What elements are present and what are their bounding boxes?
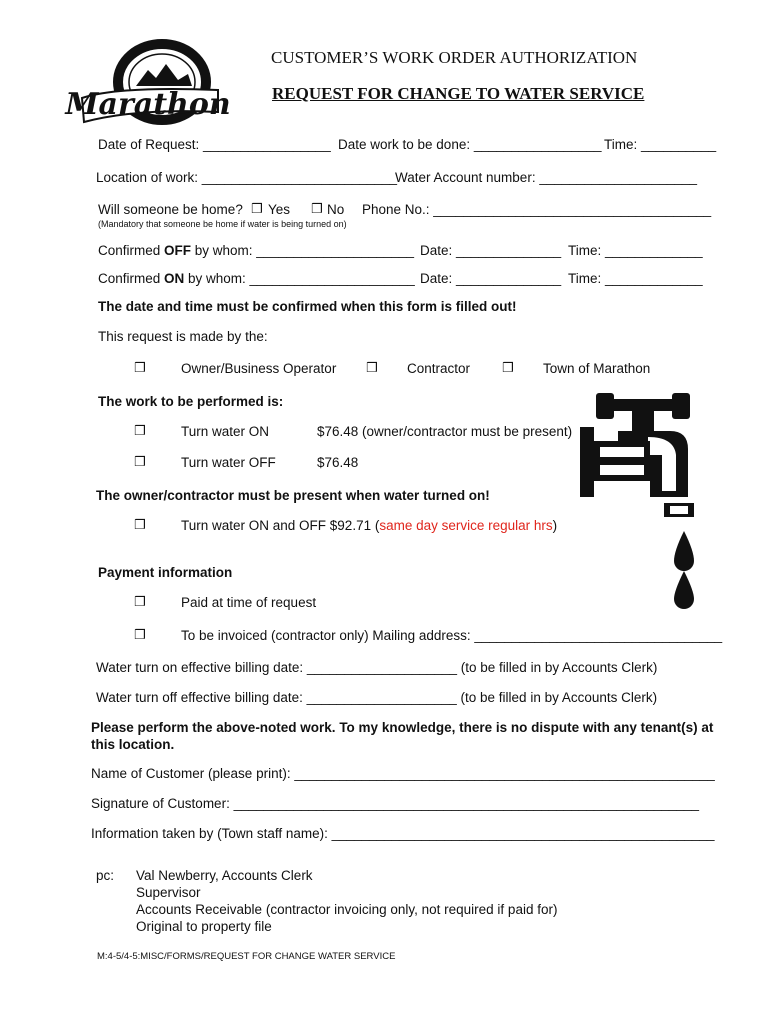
turn-on-off-label: Turn water ON and OFF $92.71 (same day service regular hrs) bbox=[181, 518, 558, 533]
pc-label: pc: bbox=[96, 868, 115, 883]
date-work-field[interactable]: Date work to be done: _________________ bbox=[338, 137, 602, 152]
declaration-line-1: Please perform the above-noted work. To my knowledge, there is no dispute with any tenant(s) at bbox=[91, 720, 714, 735]
owner-present-notice: The owner/contractor must be present when water turned on! bbox=[96, 488, 490, 503]
request-by-label: This request is made by the: bbox=[98, 329, 268, 344]
pc-line-1: Val Newberry, Accounts Clerk bbox=[136, 868, 313, 883]
no-label: No bbox=[327, 202, 345, 217]
confirmed-on-date[interactable]: Date: ______________ bbox=[420, 271, 562, 286]
pc-line-2: Supervisor bbox=[136, 885, 201, 900]
no-checkbox[interactable]: ❒ bbox=[311, 202, 323, 217]
invoiced-label[interactable]: To be invoiced (contractor only) Mailing address: _________________________________ bbox=[181, 628, 723, 643]
town-checkbox[interactable]: ❒ bbox=[502, 361, 514, 376]
town-label: Town of Marathon bbox=[543, 361, 651, 376]
confirmed-on-field[interactable]: Confirmed ON by whom: ______________________ bbox=[98, 271, 415, 286]
yes-label: Yes bbox=[268, 202, 291, 217]
owner-label: Owner/Business Operator bbox=[181, 361, 337, 376]
footer-file-path: M:4-5/4-5:MISC/FORMS/REQUEST FOR CHANGE WATER SERVICE bbox=[97, 951, 396, 962]
paid-label: Paid at time of request bbox=[181, 595, 317, 610]
form-subtitle: REQUEST FOR CHANGE TO WATER SERVICE bbox=[272, 84, 645, 103]
mandatory-note: (Mandatory that someone be home if water is being turned on) bbox=[98, 219, 347, 229]
turn-off-checkbox[interactable]: ❒ bbox=[134, 455, 146, 470]
yes-checkbox[interactable]: ❒ bbox=[251, 202, 263, 217]
paid-checkbox[interactable]: ❒ bbox=[134, 595, 146, 610]
contractor-checkbox[interactable]: ❒ bbox=[366, 361, 378, 376]
turn-on-price: $76.48 (owner/contractor must be present) bbox=[317, 424, 573, 439]
pc-line-3: Accounts Receivable (contractor invoicing only, not required if paid for) bbox=[136, 902, 558, 917]
logo-wordmark: Marathon bbox=[65, 87, 231, 122]
marathon-logo bbox=[65, 42, 231, 130]
staff-name-field[interactable]: Information taken by (Town staff name): ___________________________________________________ bbox=[91, 826, 715, 841]
customer-signature-field[interactable]: Signature of Customer: ______________________________________________________________ bbox=[91, 796, 700, 811]
invoiced-checkbox[interactable]: ❒ bbox=[134, 628, 146, 643]
confirm-notice: The date and time must be confirmed when this form is filled out! bbox=[98, 299, 517, 314]
confirmed-off-field[interactable]: Confirmed OFF by whom: _____________________ bbox=[98, 243, 414, 258]
billing-off-field[interactable]: Water turn off effective billing date: ____________________ (to be filled in by Accounts Clerk) bbox=[96, 690, 658, 705]
confirmed-on-time[interactable]: Time: _____________ bbox=[568, 271, 703, 286]
turn-on-checkbox[interactable]: ❒ bbox=[134, 424, 146, 439]
work-heading: The work to be performed is: bbox=[98, 394, 284, 409]
contractor-label: Contractor bbox=[407, 361, 471, 376]
faucet-icon bbox=[578, 385, 708, 617]
owner-checkbox[interactable]: ❒ bbox=[134, 361, 146, 376]
payment-heading: Payment information bbox=[98, 565, 233, 580]
form-title: CUSTOMER’S WORK ORDER AUTHORIZATION bbox=[271, 48, 638, 67]
confirmed-off-date[interactable]: Date: ______________ bbox=[420, 243, 562, 258]
declaration-line-2: this location. bbox=[91, 737, 175, 752]
time-field[interactable]: Time: __________ bbox=[604, 137, 717, 152]
turn-off-price: $76.48 bbox=[317, 455, 359, 470]
date-of-request-field[interactable]: Date of Request: _________________ bbox=[98, 137, 331, 152]
customer-name-field[interactable]: Name of Customer (please print): ________________________________________________________ bbox=[91, 766, 715, 781]
phone-field[interactable]: Phone No.: _____________________________________ bbox=[362, 202, 712, 217]
turn-off-label: Turn water OFF bbox=[181, 455, 276, 470]
turn-on-label: Turn water ON bbox=[181, 424, 270, 439]
someone-home-label: Will someone be home? bbox=[98, 202, 243, 217]
location-field[interactable]: Location of work: __________________________ bbox=[96, 170, 398, 185]
billing-on-field[interactable]: Water turn on effective billing date: ____________________ (to be filled in by Accounts Clerk) bbox=[96, 660, 658, 675]
pc-line-4: Original to property file bbox=[136, 919, 272, 934]
confirmed-off-time[interactable]: Time: _____________ bbox=[568, 243, 703, 258]
account-number-field[interactable]: Water Account number: _____________________ bbox=[395, 170, 697, 185]
turn-on-off-checkbox[interactable]: ❒ bbox=[134, 518, 146, 533]
